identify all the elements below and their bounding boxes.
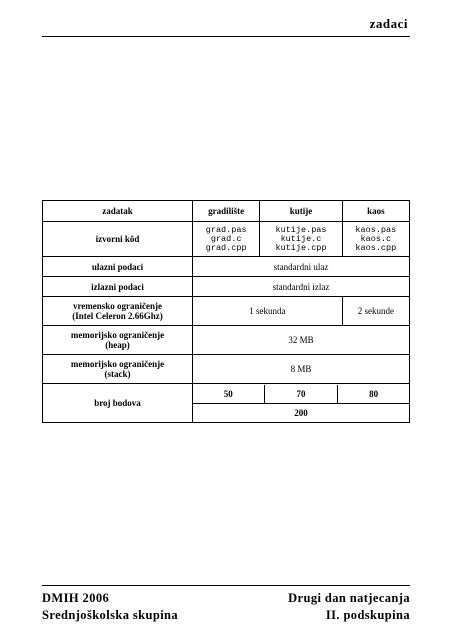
time-label-line: (Intel Celeron 2.66Ghz) [72,311,163,321]
stack-label [43,355,193,384]
table-row-heap [43,326,410,355]
source-file: grad.c [210,233,242,244]
time-label-line: vremensko ograničenje [72,301,163,311]
points-table [193,385,409,422]
source-kaos [342,222,409,257]
source-file: grad.cpp [205,242,247,253]
header-kutije: kutije [260,201,342,222]
table-row-points [43,384,410,423]
source-file: kaos.c [360,233,392,244]
footer-subgroup: II. podskupina [325,608,410,622]
source-file: kutije.cpp [275,242,327,253]
footer-row-2 [42,607,410,624]
source-kutije [260,222,342,257]
footer-competition: DMIH 2006 [42,591,110,605]
footer-day: Drugi dan natjecanja [288,591,410,605]
points-total: 200 [294,407,308,418]
points-cell [193,384,410,423]
table-row-input [43,257,410,277]
stack-label-line: (stack) [104,369,131,379]
table-row-output [43,277,410,297]
header-kaos: kaos [342,201,409,222]
stack-label-line: memorijsko ograničenje [70,359,165,369]
input-label: ulazni podaci [43,257,193,277]
table-row-source [43,222,410,257]
header-gradiliste: gradilište [193,201,260,222]
footer-group: Srednjoškolska skupina [42,608,179,622]
source-gradiliste [193,222,260,257]
input-value: standardni ulaz [193,257,410,277]
points-total-row [193,403,409,422]
footer-row-1 [42,590,410,607]
heap-label-line: (heap) [105,340,130,350]
table-row-time [43,297,410,326]
heap-value: 32 MB [193,326,410,355]
points-kutije: 70 [264,385,338,404]
heap-label [43,326,193,355]
points-gradiliste: 50 [193,385,264,404]
points-kaos: 80 [338,385,409,404]
stack-value: 8 MB [193,355,410,384]
output-value: standardni izlaz [193,277,410,297]
points-row [193,385,409,404]
table-row-stack [43,355,410,384]
source-file: kaos.pas [355,224,397,235]
source-file: kaos.cpp [355,242,397,253]
source-file: kutije.c [280,233,322,244]
points-label: broj bodova [43,384,193,423]
time-value-gradiliste-kutije: 1 sekunda [193,297,343,326]
tasks-table [42,200,410,423]
page-header [42,14,410,37]
table-header-row [43,201,410,222]
time-value-kaos: 2 sekunde [342,297,409,326]
page-footer [42,585,410,638]
source-file: kutije.pas [275,224,327,235]
header-task: zadatak [43,201,193,222]
source-file: grad.pas [205,224,247,235]
time-label [43,297,193,326]
page-title: zadaci [369,16,408,31]
output-label: izlazni podaci [43,277,193,297]
source-label: izvorni kôd [43,222,193,257]
heap-label-line: memorijsko ograničenje [70,330,165,340]
